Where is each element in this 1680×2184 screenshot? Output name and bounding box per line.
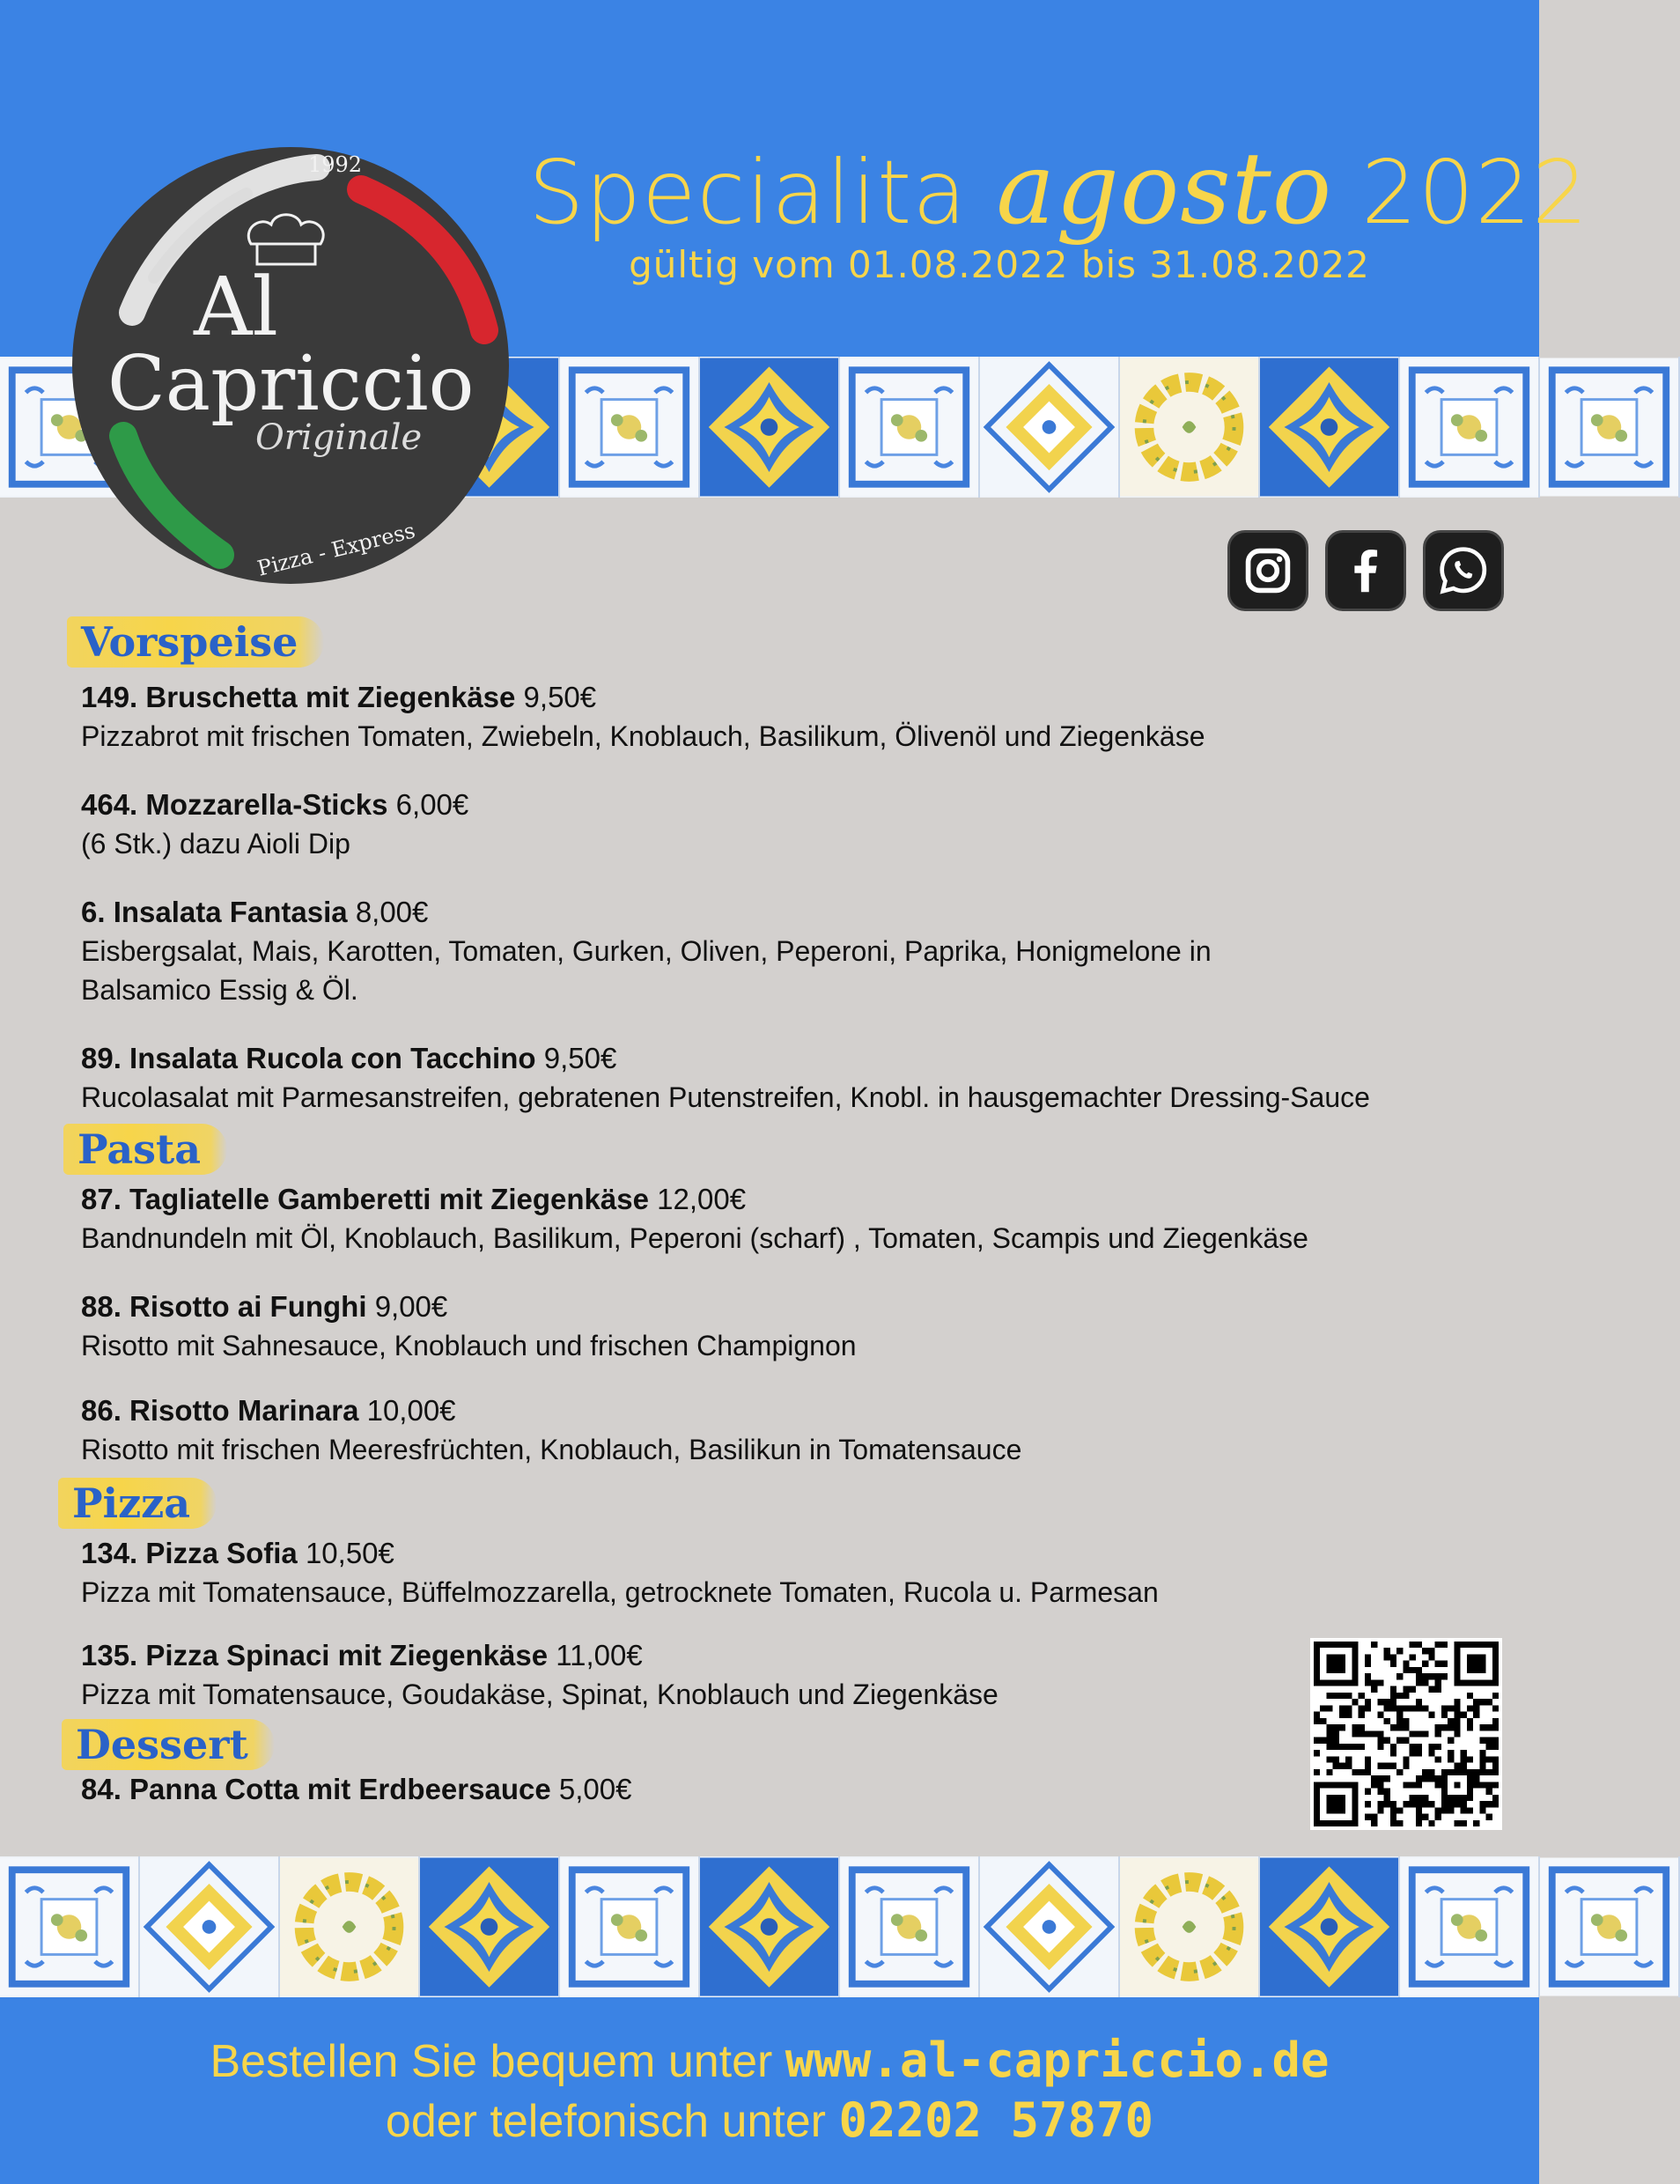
section-title-pasta: Pasta bbox=[63, 1124, 227, 1175]
item-price: 9,50€ bbox=[523, 681, 597, 713]
decorative-tile bbox=[0, 1856, 140, 1997]
headline bbox=[528, 132, 1589, 247]
headline-year: 2022 bbox=[1360, 141, 1589, 244]
decorative-tile bbox=[1400, 357, 1540, 498]
item-description: Pizzabrot mit frischen Tomaten, Zwiebeln, Knoblauch, Basilikum, Ölivenöl und Ziegenkäse bbox=[81, 720, 1205, 752]
logo-script: Originale bbox=[255, 417, 423, 458]
decorative-tile bbox=[700, 357, 840, 498]
decorative-tile bbox=[560, 1856, 700, 1997]
item-description: Rucolasalat mit Parmesanstreifen, gebratenen Putenstreifen, Knobl. in hausgemachter Dressing-Sauce bbox=[81, 1081, 1370, 1113]
item-name: 88. Risotto ai Funghi bbox=[81, 1290, 367, 1323]
footer-band bbox=[0, 1997, 1539, 2184]
footer-phone-line bbox=[0, 2092, 1539, 2148]
decorative-tile bbox=[840, 1856, 980, 1997]
item-description: Pizza mit Tomatensauce, Goudakäse, Spinat, Knoblauch und Ziegenkäse bbox=[81, 1679, 998, 1710]
tile-band-bottom bbox=[0, 1856, 1539, 1997]
decorative-tile bbox=[1400, 1856, 1540, 1997]
decorative-tile bbox=[1120, 357, 1260, 498]
item-name: 134. Pizza Sofia bbox=[81, 1537, 298, 1569]
item-description: Bandnundeln mit Öl, Knoblauch, Basilikum, Peperoni (scharf) , Tomaten, Scampis und Ziegenkäse bbox=[81, 1222, 1308, 1254]
decorative-tile bbox=[1540, 357, 1680, 498]
item-description: Risotto mit frischen Meeresfrüchten, Knoblauch, Basilikun in Tomatensauce bbox=[81, 1434, 1022, 1465]
item-name: 89. Insalata Rucola con Tacchino bbox=[81, 1042, 536, 1074]
item-name: 6. Insalata Fantasia bbox=[81, 896, 348, 928]
website-link[interactable]: www.al-capriccio.de bbox=[785, 2033, 1330, 2088]
item-price: 9,00€ bbox=[374, 1290, 448, 1323]
item-description-line2: Balsamico Essig & Öl. bbox=[81, 974, 358, 1006]
instagram-icon[interactable] bbox=[1227, 530, 1308, 611]
menu-item bbox=[81, 1391, 1472, 1469]
logo-year: 1992 bbox=[308, 152, 363, 177]
item-description: (6 Stk.) dazu Aioli Dip bbox=[81, 828, 350, 860]
decorative-tile bbox=[840, 357, 980, 498]
menu-item bbox=[81, 1770, 1472, 1809]
section-title-pizza: Pizza bbox=[58, 1478, 217, 1529]
menu-item bbox=[81, 893, 1472, 1009]
footer-order-text: Bestellen Sie bequem unter bbox=[210, 2036, 785, 2087]
decorative-tile bbox=[980, 1856, 1120, 1997]
logo-tagline: Pizza - Express bbox=[254, 518, 418, 581]
headline-prefix: Specialita bbox=[528, 141, 968, 244]
decorative-tile bbox=[980, 357, 1120, 498]
decorative-tile bbox=[560, 357, 700, 498]
menu-item bbox=[81, 1534, 1472, 1612]
item-name: 84. Panna Cotta mit Erdbeersauce bbox=[81, 1773, 551, 1805]
item-name: 86. Risotto Marinara bbox=[81, 1394, 359, 1427]
headline-month: agosto bbox=[996, 132, 1333, 247]
validity-text: gültig vom 01.08.2022 bis 31.08.2022 bbox=[629, 243, 1370, 286]
decorative-tile bbox=[280, 1856, 420, 1997]
menu-item bbox=[81, 1180, 1472, 1258]
item-price: 12,00€ bbox=[657, 1183, 747, 1215]
footer-phone-text: oder telefonisch unter bbox=[385, 2096, 839, 2147]
item-price: 10,50€ bbox=[305, 1537, 394, 1569]
logo-graphic bbox=[70, 145, 511, 586]
item-description: Pizza mit Tomatensauce, Büffelmozzarella, getrocknete Tomaten, Rucola u. Parmesan bbox=[81, 1576, 1159, 1608]
item-name: 135. Pizza Spinaci mit Ziegenkäse bbox=[81, 1639, 549, 1671]
decorative-tile bbox=[1260, 357, 1400, 498]
facebook-icon[interactable] bbox=[1325, 530, 1406, 611]
whatsapp-icon[interactable] bbox=[1423, 530, 1504, 611]
item-price: 10,00€ bbox=[366, 1394, 456, 1427]
decorative-tile bbox=[140, 1856, 280, 1997]
decorative-tile bbox=[700, 1856, 840, 1997]
decorative-tile bbox=[1260, 1856, 1400, 1997]
decorative-tile bbox=[1120, 1856, 1260, 1997]
item-name: 464. Mozzarella-Sticks bbox=[81, 788, 388, 821]
footer-order-line bbox=[0, 2033, 1539, 2088]
item-description: Risotto mit Sahnesauce, Knoblauch und frischen Champignon bbox=[81, 1330, 857, 1361]
qr-code-graphic bbox=[1314, 1642, 1499, 1826]
logo-line2: Capriccio bbox=[107, 340, 475, 428]
item-price: 5,00€ bbox=[558, 1773, 632, 1805]
menu-item bbox=[81, 1039, 1472, 1117]
section-title-dessert: Dessert bbox=[62, 1719, 275, 1770]
logo bbox=[70, 145, 511, 586]
item-price: 11,00€ bbox=[556, 1639, 643, 1671]
decorative-tile bbox=[1540, 1856, 1680, 1997]
menu-item bbox=[81, 678, 1472, 756]
item-price: 9,50€ bbox=[543, 1042, 617, 1074]
item-name: 87. Tagliatelle Gamberetti mit Ziegenkäse bbox=[81, 1183, 649, 1215]
section-title-vorspeise: Vorspeise bbox=[67, 616, 324, 668]
item-name: 149. Bruschetta mit Ziegenkäse bbox=[81, 681, 516, 713]
qr-code[interactable] bbox=[1310, 1638, 1502, 1830]
phone-number[interactable]: 02202 57870 bbox=[838, 2092, 1154, 2148]
menu-item bbox=[81, 1636, 1472, 1714]
menu-item bbox=[81, 1288, 1472, 1365]
logo-line1: Al bbox=[194, 260, 278, 354]
item-price: 8,00€ bbox=[355, 896, 429, 928]
menu-item bbox=[81, 786, 1472, 863]
item-description: Eisbergsalat, Mais, Karotten, Tomaten, Gurken, Oliven, Peperoni, Paprika, Honigmelone in bbox=[81, 935, 1212, 967]
item-price: 6,00€ bbox=[395, 788, 469, 821]
decorative-tile bbox=[420, 1856, 560, 1997]
